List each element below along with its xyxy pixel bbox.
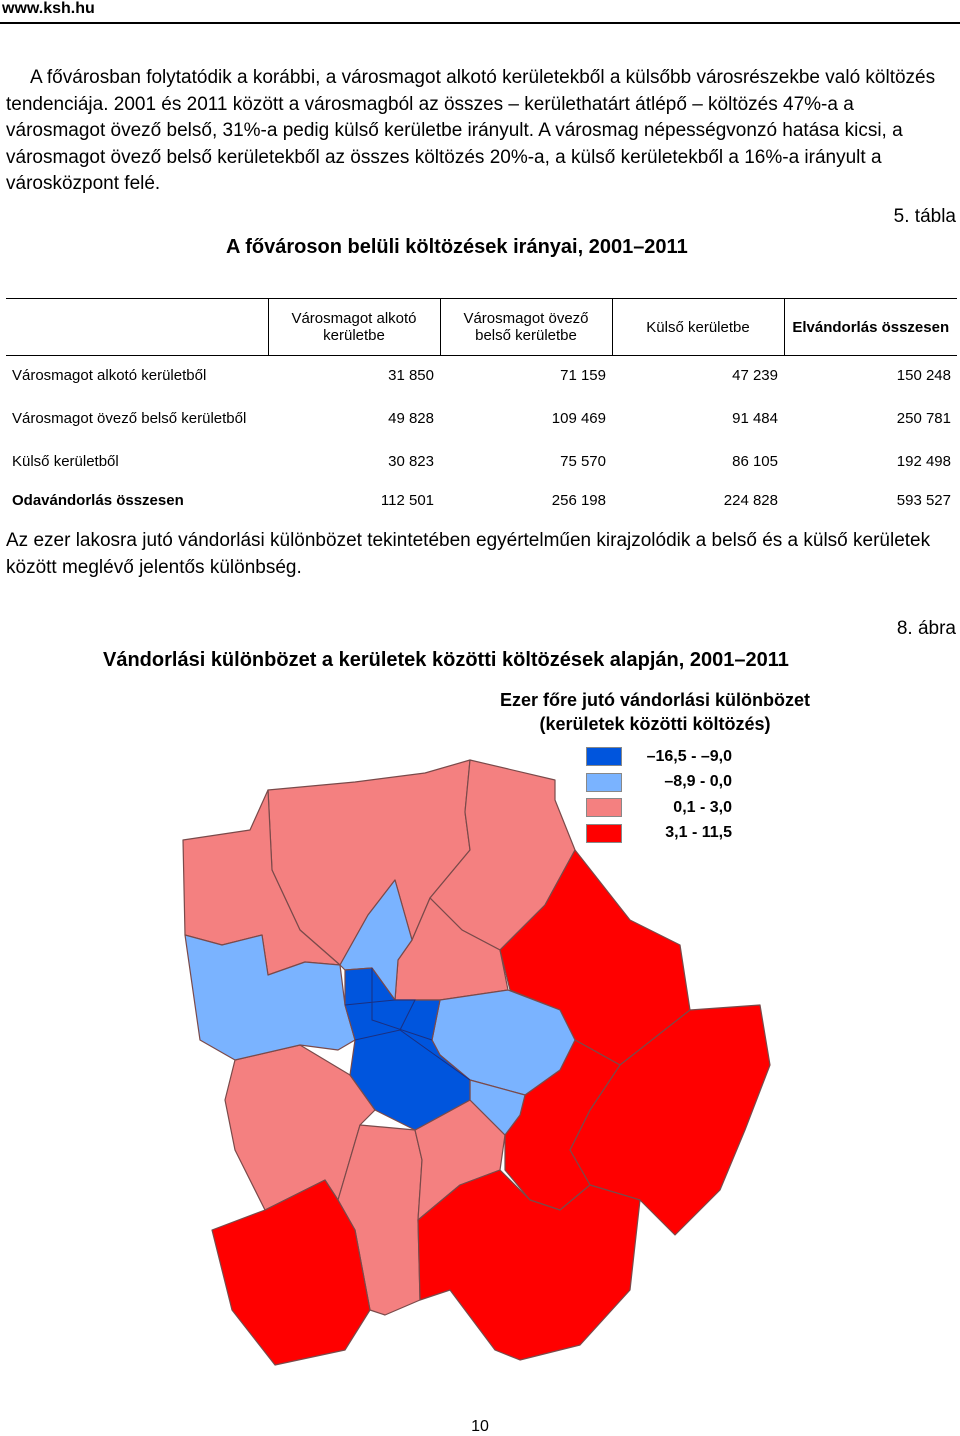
legend-label: 3,1 - 11,5 [665,824,732,842]
table-cell: 49 828 [388,409,434,427]
table-title: A fővároson belüli költözések irányai, 2001–2011 [226,236,688,258]
column-header: Külső kerületbe [612,299,784,356]
table-cell: 109 469 [551,409,606,427]
table-cell: 31 850 [388,366,434,384]
row-label: Városmagot alkotó kerületből [12,366,207,384]
column-header: Elvándorlás összesen [784,299,957,356]
table-label: 5. tábla [893,206,956,227]
table-cell: 593 527 [896,491,951,509]
table-cell: 224 828 [723,491,778,509]
table-cell: 71 159 [560,366,606,384]
page-number: 10 [471,1418,489,1435]
table-cell: 30 823 [388,452,434,470]
table-cell: 112 501 [380,491,434,509]
table-cell: 250 781 [896,409,951,427]
column-header: Városmagot övező belső kerületbe [440,299,612,356]
figure-label: 8. ábra [896,618,956,639]
table-cell: 91 484 [732,409,778,427]
row-label: Külső kerületből [12,452,119,470]
figure-title: Vándorlási különbözet a kerületek közötti költözések alapján, 2001–2011 [103,649,789,671]
legend-label: –16,5 - –9,0 [646,747,732,765]
district-area [418,1170,640,1360]
column-header: Városmagot alkotó kerületbe [268,299,440,356]
table-cell: 86 105 [732,452,778,470]
table-cell: 192 498 [896,452,951,470]
table-cell: 75 570 [560,452,606,470]
second-paragraph: Az ezer lakosra jutó vándorlási különbözet tekintetében egyértelműen kirajzolódik a belső és a külső kerületek között meglévő jelentős különbség. [6,530,931,578]
site-url[interactable]: www.ksh.hu [2,0,95,17]
legend-title: Ezer főre jutó vándorlási különbözet (kerületek közötti költözés) [499,690,811,734]
intro-paragraph: A fővárosban folytatódik a korábbi, a városmagot alkotó kerületekből a külsőbb városrészekbe való költözés tendenciája. 2001 és 2011 között a városmagból az összes – kerülethatárt átlépő – költözés 47%-a a városmagot övező belső, 31%-a pedig külső kerületbe irányult. A városmag népességvonzó hatása kicsi, a városmagot övező belső kerületekből az összes költözés 20%-a, a külső kerületekből a 16%-a irányult a városközpont felé. [6,67,936,194]
legend-label: –8,9 - 0,0 [664,773,732,791]
legend-label: 0,1 - 3,0 [673,798,732,816]
row-label: Városmagot övező belső kerületből [12,409,247,427]
row-label: Odavándorlás összesen [12,491,184,509]
table-cell: 47 239 [732,366,778,384]
table-cell: 150 248 [896,366,951,384]
table-cell: 256 198 [551,491,606,509]
